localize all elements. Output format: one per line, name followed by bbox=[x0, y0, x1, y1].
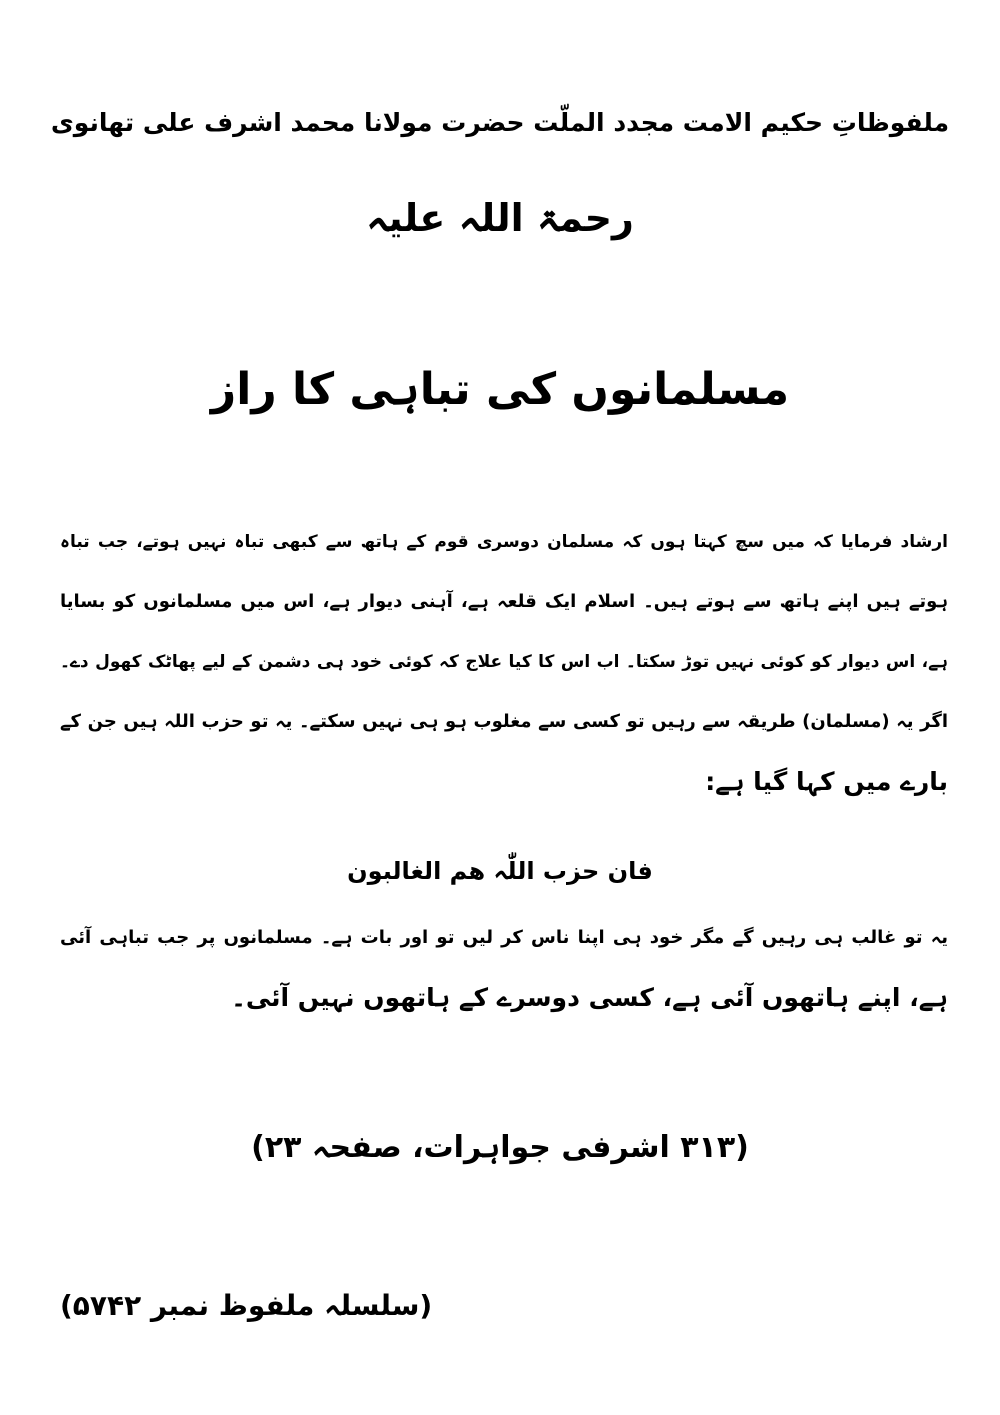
paragraph-line: ہے، اپنے ہاتھوں آئی ہے، کسی دوسرے کے ہاتھوں نہیں آئی۔ bbox=[231, 983, 948, 1012]
paragraph-line: ہوتے ہیں اپنے ہاتھ سے ہوتے ہیں۔ اسلام ایک قلعہ ہے، آہنی دیوار ہے، اس میں مسلمانوں کو بسایا bbox=[60, 591, 948, 612]
header-subtitle: رحمۃ اللہ علیہ bbox=[366, 196, 634, 240]
paragraph-line: یہ تو غالب ہی رہیں گے مگر خود ہی اپنا ناس کر لیں تو اور بات ہے۔ مسلمانوں پر جب تباہی آئی bbox=[60, 927, 948, 948]
paragraph-main bbox=[60, 512, 948, 812]
page-title: مسلمانوں کی تباہی کا راز bbox=[210, 364, 790, 415]
paragraph-line: اگر یہ (مسلمان) طریقہ سے رہیں تو کسی سے مغلوب ہو ہی نہیں سکتے۔ یہ تو حزب اللہ ہیں جن کے bbox=[60, 711, 948, 732]
paragraph-line: ہے، اس دیوار کو کوئی نہیں توڑ سکتا۔ اب اس کا کیا علاج کہ کوئی خود ہی دشمن کے لیے پھاٹک کھول دے۔ bbox=[60, 652, 948, 672]
source-reference: (۳۱۳ اشرفی جواہرات، صفحہ ۲۳) bbox=[251, 1130, 749, 1165]
series-number: (سلسلہ ملفوظ نمبر ۵۷۴۲) bbox=[60, 1289, 433, 1322]
paragraph-conclusion bbox=[60, 908, 948, 1028]
paragraph-line: بارے میں کہا گیا ہے: bbox=[705, 767, 948, 796]
quran-quote: فان حزب اللّٰہ ھم الغالبون bbox=[347, 857, 653, 885]
header-title: ملفوظاتِ حکیم الامت مجدد الملّت حضرت مولانا محمد اشرف علی تھانوی bbox=[50, 108, 950, 137]
paragraph-line: ارشاد فرمایا کہ میں سچ کہتا ہوں کہ مسلمان دوسری قوم کے ہاتھ سے کبھی تباہ نہیں ہوتے، جب تباہ bbox=[60, 532, 948, 552]
